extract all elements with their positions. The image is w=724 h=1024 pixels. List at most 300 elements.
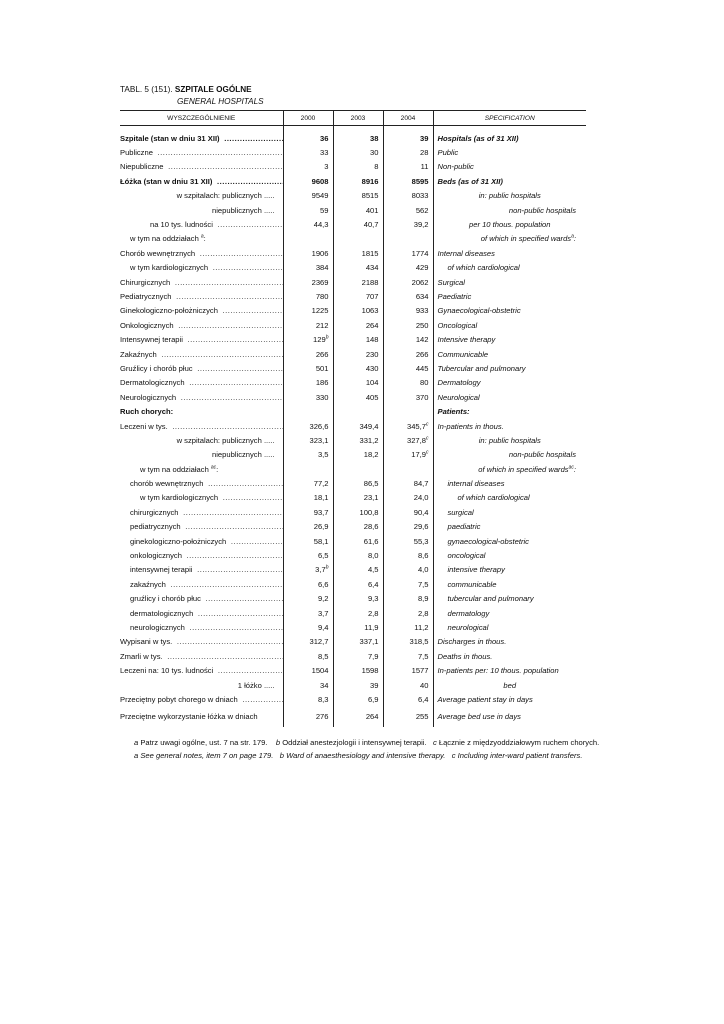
row-label-pl <box>120 160 283 174</box>
value-cell-2004 <box>383 592 433 606</box>
row-label-pl <box>120 261 283 275</box>
table-row <box>120 649 586 663</box>
value-cell-2000 <box>283 635 333 649</box>
value-text: 9608 <box>311 176 329 186</box>
value-text: 1774 <box>411 248 429 258</box>
row-label-en-text: internal diseases <box>447 479 505 489</box>
row-label-text: Leczeni na: 10 tys. ludności <box>120 666 214 676</box>
value-cell-2000 <box>283 649 333 663</box>
row-label-en-text: Average patient stay in days <box>437 694 533 704</box>
row-label-en-text: communicable <box>447 579 497 589</box>
value-cell-2003 <box>333 462 383 476</box>
value-cell-2004 <box>383 577 433 591</box>
row-label-en-text: neurological <box>447 622 489 632</box>
value-cell-2004 <box>383 217 433 231</box>
table-row <box>120 635 586 649</box>
row-label-en <box>433 707 586 727</box>
value-text: 384 <box>315 263 329 273</box>
table-row <box>120 419 586 433</box>
value-text: 264 <box>365 320 379 330</box>
value-text: 780 <box>315 291 329 301</box>
table-row <box>120 577 586 591</box>
row-label-pl <box>120 289 283 303</box>
row-label-text: gruźlicy i chorób płuc <box>130 594 201 604</box>
row-label-pl <box>120 649 283 663</box>
value-text: 323,1 <box>309 435 329 445</box>
value-cell-2004 <box>383 189 433 203</box>
value-cell-2000 <box>283 491 333 505</box>
table-row <box>120 520 586 534</box>
row-label-pl: w tym na oddziałach $^{ac}$: <box>140 464 219 474</box>
row-label-text: Publiczne <box>120 148 153 158</box>
header-year-2000: 2000 <box>283 111 333 126</box>
value-cell-2003 <box>333 577 383 591</box>
row-label-text: Chirurgicznych <box>120 277 171 287</box>
value-cell-2000 <box>283 577 333 591</box>
row-label-en-text: In-patients in thous. <box>437 421 504 431</box>
value-cell-2003 <box>333 563 383 577</box>
row-label-text: na 10 tys. ludności <box>150 220 213 230</box>
value-text: 266 <box>415 349 429 359</box>
row-label-en-text: intensive therapy <box>447 565 505 575</box>
row-label-text: Leczeni w tys. <box>120 421 168 431</box>
row-label-pl <box>120 217 283 231</box>
row-label-pl <box>120 347 283 361</box>
value-text: 434 <box>365 263 379 273</box>
value-text: 104 <box>365 378 379 388</box>
value-cell-2004 <box>383 707 433 727</box>
row-label-en <box>433 476 586 490</box>
value-cell-2003 <box>333 217 383 231</box>
row-label-text: 1 łóżko ..... <box>238 681 277 690</box>
value-text: 445 <box>415 363 429 373</box>
row-label-text: Pediatrycznych <box>120 291 172 301</box>
value-cell-2000 <box>283 376 333 390</box>
row-label-pl <box>120 548 283 562</box>
value-text: 933 <box>415 306 429 316</box>
table-page <box>120 84 600 763</box>
row-label-text: onkologicznych <box>130 551 182 561</box>
table-row <box>120 433 586 447</box>
value-cell-2004 <box>383 361 433 375</box>
value-text: 212 <box>315 320 329 330</box>
row-label-en <box>433 361 586 375</box>
value-text: 17,9 <box>411 450 426 460</box>
value-cell-2003 <box>333 189 383 203</box>
row-label-en <box>433 217 586 231</box>
value-text: 1577 <box>411 666 429 676</box>
row-label-text: Ruch chorych: <box>120 407 174 417</box>
row-label-text: Niepubliczne <box>120 162 164 172</box>
value-text: 8,9 <box>417 594 429 604</box>
row-label-text: niepublicznych ..... <box>212 450 276 459</box>
table-row <box>120 189 586 203</box>
value-text: 29,6 <box>413 522 429 532</box>
row-label-en <box>433 304 586 318</box>
value-cell-2003 <box>333 491 383 505</box>
value-text: 100,8 <box>359 507 379 517</box>
value-cell-2000 <box>283 663 333 677</box>
row-label-en-text: Neurological <box>437 392 480 402</box>
value-cell-2000 <box>283 707 333 727</box>
value-text: 8033 <box>411 191 429 201</box>
footnote-mark-b: b <box>275 737 281 747</box>
row-label-pl <box>120 361 283 375</box>
value-cell-2003 <box>333 347 383 361</box>
value-text: 1225 <box>311 306 329 316</box>
row-label-text: Dermatologicznych <box>120 378 185 388</box>
value-cell-2000 <box>283 462 333 476</box>
row-label-en-text: surgical <box>447 507 474 517</box>
value-cell-2000 <box>283 678 333 692</box>
footnote-mark: c <box>426 435 429 442</box>
value-text: 11,9 <box>364 622 379 632</box>
value-text: 8 <box>374 162 379 172</box>
value-text: 40,7 <box>363 220 379 230</box>
value-text: 80 <box>420 378 429 388</box>
value-cell-2000 <box>283 217 333 231</box>
value-text: 6,4 <box>367 579 379 589</box>
value-text: 9,2 <box>317 594 329 604</box>
table-row <box>120 203 586 217</box>
value-text: 9,3 <box>367 594 379 604</box>
value-text: 2188 <box>361 277 379 287</box>
footnote-mark: c <box>426 449 429 456</box>
row-label-en-text: Intensive therapy <box>437 335 496 345</box>
footnote-c-pl: Łącznie z międzyoddziałowym ruchem chorych. <box>438 737 600 747</box>
value-cell-2000 <box>283 232 333 246</box>
footnote-mark-c-en: c <box>451 750 456 760</box>
row-label-pl <box>120 145 283 159</box>
row-label-en <box>433 635 586 649</box>
table-row <box>120 304 586 318</box>
row-label-pl <box>120 635 283 649</box>
value-text: 55,3 <box>413 536 429 546</box>
value-text: 6,6 <box>317 579 329 589</box>
value-cell-2000 <box>283 390 333 404</box>
value-cell-2003 <box>333 649 383 663</box>
value-text: 24,0 <box>413 493 429 503</box>
row-label-en <box>433 577 586 591</box>
value-cell-2004 <box>383 635 433 649</box>
value-cell-2003 <box>333 620 383 634</box>
value-cell-2004 <box>383 289 433 303</box>
value-cell-2000 <box>283 246 333 260</box>
row-label-en <box>433 534 586 548</box>
row-label-text: w tym na oddziałach <box>130 234 199 244</box>
value-cell-2000 <box>283 261 333 275</box>
row-label-en-text: Paediatric <box>437 291 472 301</box>
value-text: 23,1 <box>363 493 379 503</box>
row-label-en <box>433 520 586 534</box>
value-cell-2003 <box>333 332 383 346</box>
row-label-en-text: Hospitals (as of 31 XII) <box>437 133 519 143</box>
table-row <box>120 332 586 346</box>
row-label-text: neurologicznych <box>130 622 185 632</box>
value-cell-2004 <box>383 678 433 692</box>
value-cell-2000 <box>283 476 333 490</box>
row-label-text: Zmarli w tys. <box>120 651 163 661</box>
value-cell-2000 <box>283 419 333 433</box>
row-label-en <box>433 548 586 562</box>
row-label-text: w tym kardiologicznych <box>130 263 209 273</box>
value-text: 84,7 <box>413 479 429 489</box>
table-row <box>120 620 586 634</box>
value-text: 40 <box>420 680 429 690</box>
value-cell-2004 <box>383 548 433 562</box>
footnote-mark-b-en: b <box>279 750 284 760</box>
row-label-text: w tym kardiologicznych <box>140 493 219 503</box>
table-row <box>120 548 586 562</box>
value-text: 90,4 <box>413 507 429 517</box>
row-label-en <box>433 275 586 289</box>
value-text: 345,7 <box>406 421 426 431</box>
value-text: 8595 <box>411 176 429 186</box>
value-text: 86,5 <box>363 479 379 489</box>
table-title-english: GENERAL HOSPITALS <box>177 97 264 106</box>
row-label-pl <box>120 663 283 677</box>
footnote-mark: b <box>325 334 329 341</box>
value-text: 129 <box>313 335 326 345</box>
row-label-en <box>433 189 586 203</box>
row-label-en <box>433 505 586 519</box>
value-cell-2003 <box>333 606 383 620</box>
footnote-a-pl: Patrz uwagi ogólne, ust. 7 na str. 179. <box>140 737 268 747</box>
row-label-en <box>433 318 586 332</box>
value-text: 148 <box>365 335 379 345</box>
value-cell-2003 <box>333 131 383 145</box>
value-text: 58,1 <box>313 536 329 546</box>
row-label-en-text: of which cardiological <box>447 263 520 273</box>
row-label-en-text: non-public hospitals <box>508 205 576 215</box>
value-text: 39 <box>370 680 379 690</box>
table-row <box>120 448 586 462</box>
value-text: 33 <box>320 148 329 158</box>
table-row <box>120 174 586 188</box>
row-label-text: intensywnej terapii <box>130 565 193 575</box>
value-text: 11,2 <box>414 622 429 632</box>
footnote-mark-a: a <box>134 737 139 747</box>
row-label-en <box>433 491 586 505</box>
hospitals-table <box>120 110 586 727</box>
row-label-en <box>433 332 586 346</box>
value-cell-2003 <box>333 419 383 433</box>
row-label-en-text: bed <box>503 680 517 690</box>
value-cell-2003 <box>333 433 383 447</box>
value-text: 230 <box>365 349 379 359</box>
row-label-en-text: gynaecological-obstetric <box>447 536 529 546</box>
value-text: 318,5 <box>409 637 429 647</box>
row-label-en <box>433 174 586 188</box>
footnote-a-en: See general notes, item 7 on page 179. <box>140 750 274 760</box>
value-cell-2003 <box>333 246 383 260</box>
value-cell-2003 <box>333 707 383 727</box>
value-text: 8,5 <box>317 651 329 661</box>
value-cell-2000 <box>283 692 333 706</box>
row-label-pl <box>120 563 283 577</box>
value-text: 6,5 <box>317 551 329 561</box>
value-text: 9,4 <box>317 622 329 632</box>
row-label-en <box>433 606 586 620</box>
row-label-text: Wypisani w tys. <box>120 637 173 647</box>
value-text: 186 <box>315 378 329 388</box>
header-year-2004: 2004 <box>383 111 433 126</box>
value-cell-2003 <box>333 145 383 159</box>
value-text: 77,2 <box>313 479 329 489</box>
value-text: 1598 <box>361 666 379 676</box>
value-text: 405 <box>365 392 379 402</box>
row-label-en-text: In-patients per: 10 thous. population <box>437 666 559 676</box>
row-label-pl <box>120 448 283 462</box>
value-cell-2004 <box>383 246 433 260</box>
header-specification-pl: WYSZCZEGÓLNIENIE <box>120 111 283 126</box>
footnote-mark: ac <box>210 464 217 471</box>
value-text: 331,2 <box>359 435 379 445</box>
value-cell-2003 <box>333 678 383 692</box>
value-cell-2003 <box>333 548 383 562</box>
value-cell-2003 <box>333 448 383 462</box>
row-label-en <box>433 433 586 447</box>
header-specification-en: SPECIFICATION <box>433 111 586 126</box>
value-text: 430 <box>365 363 379 373</box>
value-text: 7,5 <box>417 651 429 661</box>
value-text: 8,0 <box>367 551 379 561</box>
value-text: 250 <box>415 320 429 330</box>
value-cell-2003 <box>333 160 383 174</box>
value-cell-2000 <box>283 404 333 418</box>
value-cell-2004 <box>383 505 433 519</box>
row-label-en-text: Gynaecological-obstetric <box>437 306 521 316</box>
value-cell-2004 <box>383 448 433 462</box>
table-row <box>120 318 586 332</box>
row-label-pl <box>120 390 283 404</box>
value-cell-2000 <box>283 520 333 534</box>
row-label-en-text: non-public hospitals <box>508 450 576 460</box>
value-cell-2003 <box>333 635 383 649</box>
footnotes <box>120 737 602 761</box>
value-cell-2003 <box>333 476 383 490</box>
footnote-b-pl: Oddział anestezjologii i intensywnej terapii. <box>282 737 427 747</box>
row-label-en-text: oncological <box>447 551 486 561</box>
value-text: 3 <box>324 162 329 172</box>
row-label-en <box>433 390 586 404</box>
table-row <box>120 232 586 246</box>
table-title-polish: SZPITALE OGÓLNE <box>174 85 252 94</box>
value-text: 255 <box>415 712 429 722</box>
row-label-pl <box>120 419 283 433</box>
value-text: 1063 <box>361 306 379 316</box>
value-text: 59 <box>320 205 329 215</box>
row-label-en <box>433 663 586 677</box>
row-label-en-text: in: public hospitals <box>478 435 541 445</box>
row-label-en-text: paediatric <box>447 522 481 532</box>
table-row <box>120 707 586 727</box>
value-cell-2004 <box>383 304 433 318</box>
footnotes-polish <box>120 737 602 748</box>
table-row <box>120 145 586 159</box>
table-row <box>120 505 586 519</box>
value-cell-2000 <box>283 534 333 548</box>
row-label-en <box>433 448 586 462</box>
table-row <box>120 261 586 275</box>
value-text: 562 <box>415 205 429 215</box>
value-cell-2004 <box>383 232 433 246</box>
row-label-pl <box>120 534 283 548</box>
row-label-en <box>433 131 586 145</box>
row-label-en-text: in: public hospitals <box>478 191 541 201</box>
row-label-pl <box>120 174 283 188</box>
value-cell-2003 <box>333 404 383 418</box>
footnote-b-en: Ward of anaesthesiology and intensive therapy. <box>286 750 446 760</box>
value-text: 3,5 <box>317 450 329 460</box>
value-text: 6,4 <box>417 694 429 704</box>
table-row <box>120 275 586 289</box>
value-cell-2004 <box>383 649 433 663</box>
value-text: 93,7 <box>313 507 329 517</box>
row-label-text: zakaźnych <box>130 579 166 589</box>
value-text: 3,7 <box>317 608 329 618</box>
table-row <box>120 563 586 577</box>
value-cell-2000 <box>283 620 333 634</box>
value-cell-2000 <box>283 131 333 145</box>
table-row <box>120 160 586 174</box>
row-label-text: niepublicznych ..... <box>212 206 276 215</box>
value-cell-2004 <box>383 433 433 447</box>
table-row <box>120 491 586 505</box>
value-cell-2000 <box>283 361 333 375</box>
row-label-text: Łóżka (stan w dniu 31 XII) <box>120 176 213 186</box>
value-cell-2004 <box>383 390 433 404</box>
value-cell-2003 <box>333 203 383 217</box>
value-cell-2000 <box>283 275 333 289</box>
value-cell-2004 <box>383 275 433 289</box>
row-label-pl: w tym na oddziałach $^a$: <box>130 234 206 244</box>
table-row <box>120 131 586 145</box>
value-cell-2003 <box>333 304 383 318</box>
row-label-pl <box>120 577 283 591</box>
value-text: 337,1 <box>359 637 379 647</box>
footnote-mark: c <box>426 420 429 427</box>
value-cell-2004 <box>383 663 433 677</box>
value-cell-2003 <box>333 361 383 375</box>
value-cell-2004 <box>383 419 433 433</box>
row-label-pl <box>120 332 283 346</box>
row-label-en <box>433 203 586 217</box>
value-cell-2004 <box>383 606 433 620</box>
row-label-text: ginekologiczno-położniczych <box>130 536 227 546</box>
value-cell-2004 <box>383 145 433 159</box>
row-label-en <box>433 376 586 390</box>
value-cell-2000 <box>283 606 333 620</box>
value-text: 634 <box>415 291 429 301</box>
value-cell-2004 <box>383 203 433 217</box>
row-label-text: Przeciętne wykorzystanie łóżka w dniach <box>120 712 258 722</box>
value-cell-2004 <box>383 692 433 706</box>
value-cell-2003 <box>333 534 383 548</box>
value-text: 1815 <box>361 248 379 258</box>
row-label-en: of which in specified wards$^a$: <box>433 232 586 246</box>
table-row <box>120 663 586 677</box>
value-cell-2000 <box>283 505 333 519</box>
value-cell-2000 <box>283 304 333 318</box>
value-text: 8,3 <box>317 694 329 704</box>
row-label-pl <box>120 433 283 447</box>
value-text: 9549 <box>311 191 329 201</box>
row-label-en <box>433 620 586 634</box>
value-text: 330 <box>315 392 329 402</box>
row-label-pl <box>120 505 283 519</box>
row-label-en <box>433 678 586 692</box>
